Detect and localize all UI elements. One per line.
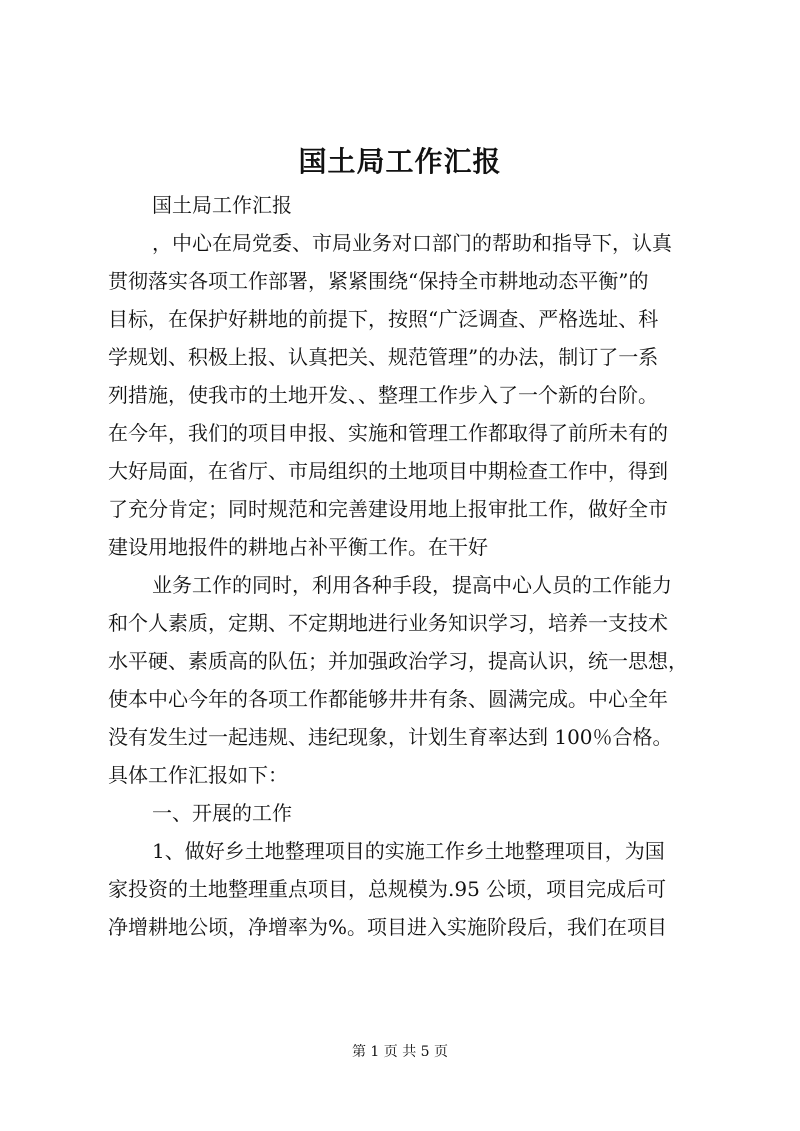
paragraph-line: 学规划、积极上报、认真把关、规范管理”的办法，制订了一系 <box>108 345 659 369</box>
document-title: 国土局工作汇报 <box>298 145 502 178</box>
section-heading: 一、开展的工作 <box>152 801 292 825</box>
paragraph-line: 大好局面，在省厅、市局组织的土地项目中期检查工作中，得到 <box>108 459 668 483</box>
paragraph-line: 贯彻落实各项工作部署，紧紧围绕“保持全市耕地动态平衡”的 <box>108 269 649 293</box>
paragraph-line: 使本中心今年的各项工作都能够井井有条、圆满完成。中心全年 <box>108 687 668 711</box>
paragraph-line: 水平硬、素质高的队伍；并加强政治学习，提高认识，统一思想， <box>108 649 688 673</box>
paragraph-line: 净增耕地公顷，净增率为%。项目进入实施阶段后，我们在项目 <box>108 915 668 939</box>
document-body <box>108 186 708 946</box>
paragraph-line: 国土局工作汇报 <box>152 193 292 217</box>
page-footer: 第 1 页 共 5 页 <box>351 1044 449 1060</box>
paragraph-line: 和个人素质，定期、不定期地进行业务知识学习，培养一支技术 <box>108 611 668 635</box>
paragraph-line: 1、做好乡土地整理项目的实施工作乡土地整理项目，为国 <box>152 839 665 863</box>
paragraph-line: 列措施，使我市的土地开发、、整理工作步入了一个新的台阶。 <box>108 383 658 407</box>
paragraph-line: 建设用地报件的耕地占补平衡工作。在干好 <box>108 535 488 559</box>
paragraph-line: 具体工作汇报如下： <box>108 763 288 787</box>
paragraph-line: 业务工作的同时，利用各种手段，提高中心人员的工作能力 <box>152 573 672 597</box>
paragraph-line: 家投资的土地整理重点项目，总规模为.95 公顷，项目完成后可 <box>108 877 667 901</box>
paragraph-line: 了充分肯定；同时规范和完善建设用地上报审批工作，做好全市 <box>108 497 668 521</box>
paragraph-line: ，中心在局党委、市局业务对口部门的帮助和指导下，认真 <box>152 231 672 255</box>
paragraph-line: 目标，在保护好耕地的前提下，按照“广泛调查、严格选址、科 <box>108 307 659 331</box>
paragraph-line: 在今年，我们的项目申报、实施和管理工作都取得了前所未有的 <box>108 421 668 445</box>
paragraph-line: 没有发生过一起违规、违纪现象，计划生育率达到 100％合格。 <box>108 725 673 749</box>
